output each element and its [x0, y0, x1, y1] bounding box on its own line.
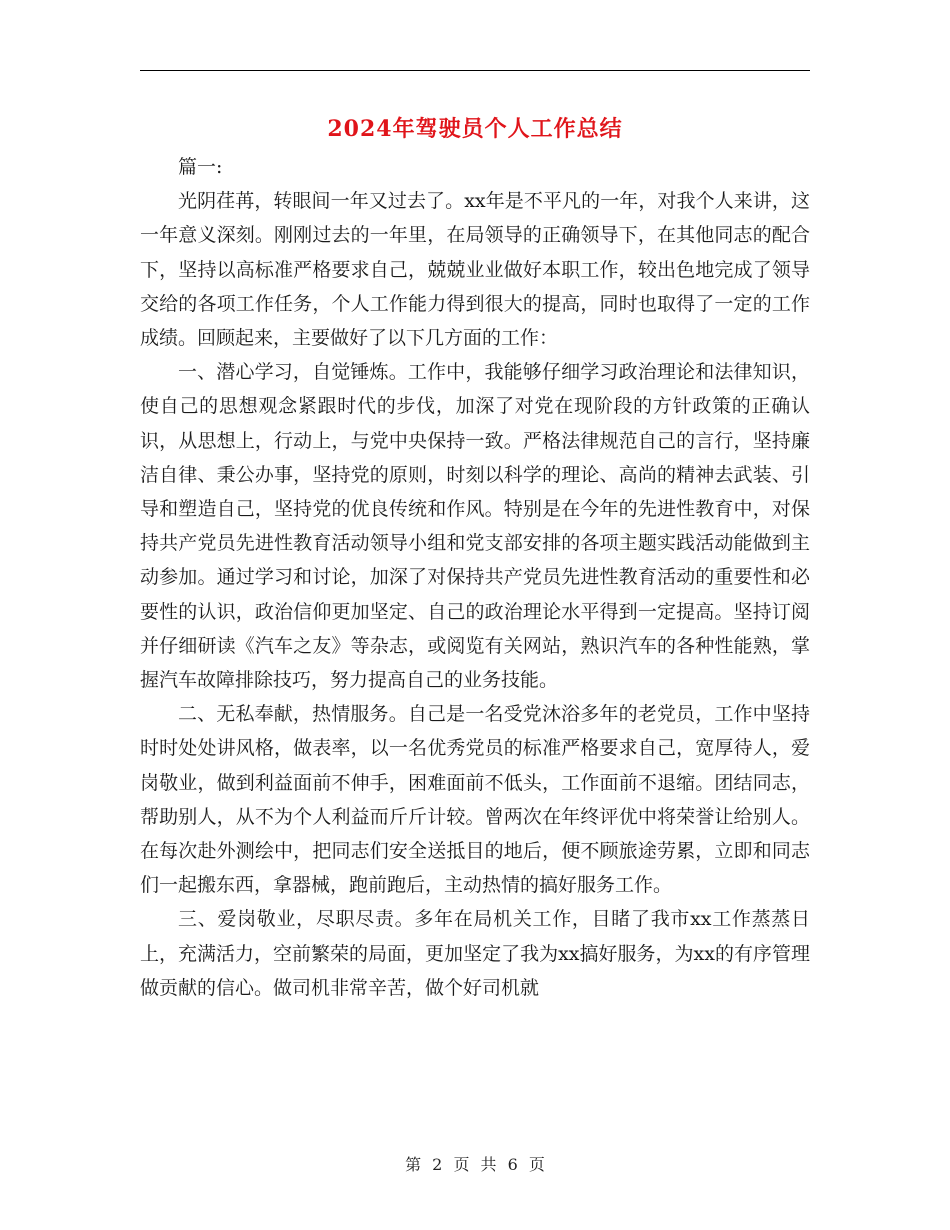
document-body: [140, 150, 810, 1005]
paragraph-study: 一、潜心学习，自觉锤炼。工作中，我能够仔细学习政治理论和法律知识，使自己的思想观念紧跟时代的步伐，加深了对党在现阶段的方针政策的正确认识，从思想上，行动上，与党中央保持一致。严格法律规范自己的言行，坚持廉洁自律、秉公办事，坚持党的原则，时刻以科学的理论、高尚的精神去武装、引导和塑造自己，坚持党的优良传统和作风。特别是在今年的先进性教育中，对保持共产党员先进性教育活动领导小组和党支部安排的各项主题实践活动能做到主动参加。通过学习和讨论，加深了对保持共产党员先进性教育活动的重要性和必要性的认识，政治信仰更加坚定、自己的政治理论水平得到一定提高。坚持订阅并仔细研读《汽车之友》等杂志，或阅览有关网站，熟识汽车的各种性能熟，掌握汽车故障排除技巧，努力提高自己的业务技能。: [140, 361, 810, 692]
paragraph-service: 二、无私奉献，热情服务。自己是一名受党沐浴多年的老党员，工作中坚持时时处处讲风格，做表率，以一名优秀党员的标准严格要求自己，宽厚待人，爱岗敬业，做到利益面前不伸手，困难面前不低头，工作面前不退缩。团结同志，帮助别人，从不为个人利益而斤斤计较。曾两次在年终评优中将荣誉让给别人。在每次赴外测绘中，把同志们安全送抵目的地后，便不顾旅途劳累，立即和同志们一起搬东西，拿器械，跑前跑后，主动热情的搞好服务工作。: [140, 703, 810, 897]
section-label: 篇一:: [178, 156, 223, 178]
paragraph-dedication: 三、爱岗敬业，尽职尽责。多年在局机关工作，目睹了我市xx工作蒸蒸日上，充满活力，空前繁荣的局面，更加坚定了我为xx搞好服务，为xx的有序管理做贡献的信心。做司机非常辛苦，做个好司机就: [140, 908, 810, 999]
paragraph-intro: 光阴荏苒，转眼间一年又过去了。xx年是不平凡的一年，对我个人来讲，这一年意义深刻。刚刚过去的一年里，在局领导的正确领导下，在其他同志的配合下，坚持以高标准严格要求自己，兢兢业业做好本职工作，较出色地完成了领导交给的各项工作任务，个人工作能力得到很大的提高，同时也取得了一定的工作成绩。回顾起来，主要做好了以下几方面的工作：: [140, 190, 810, 350]
document-title: 2024年驾驶员个人工作总结: [327, 116, 623, 142]
page-number-footer: 第 2 页 共 6 页: [405, 1155, 545, 1174]
header-rule: [140, 70, 810, 71]
